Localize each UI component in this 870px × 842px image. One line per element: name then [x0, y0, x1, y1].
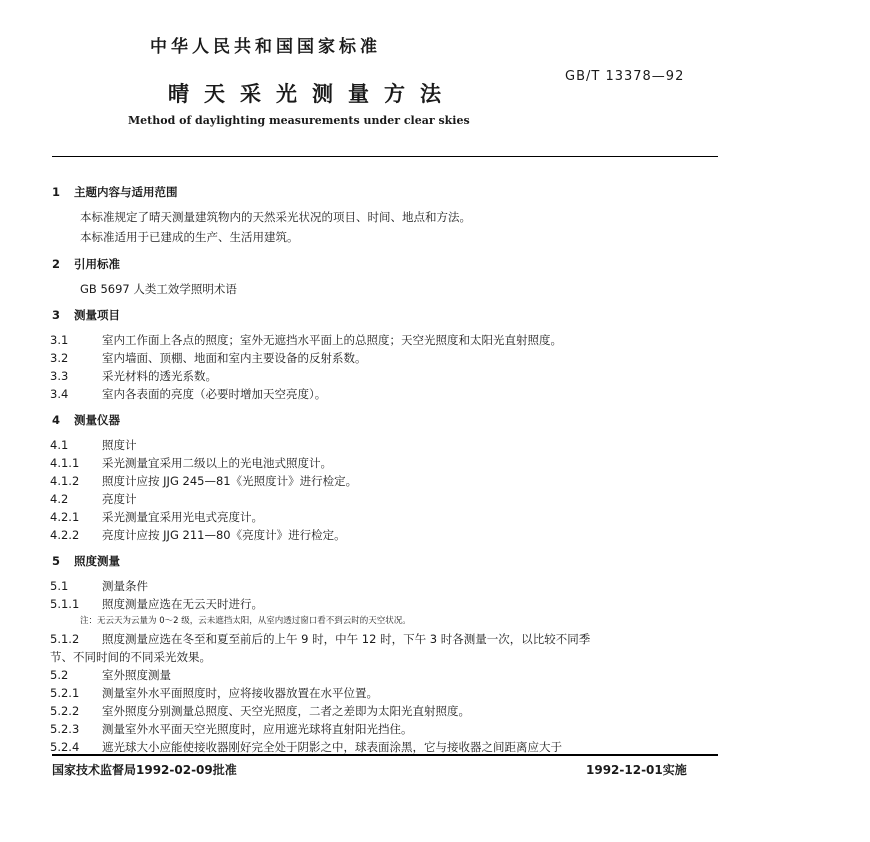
clause-item [50, 631, 590, 647]
clause-item [50, 491, 137, 507]
clause-number: 4.2.1 [50, 510, 80, 524]
clause-item [50, 721, 413, 737]
clause-number: 5.2.1 [50, 686, 80, 700]
national-standard-heading: 中华人民共和国国家标准 [150, 37, 381, 57]
section-heading-5 [52, 553, 120, 569]
clause-text: 测量条件 [102, 579, 148, 593]
clause-number: 3.1 [50, 333, 69, 347]
clause-item [50, 667, 171, 683]
clause-text: 室内墙面、顶棚、地面和室内主要设备的反射系数。 [102, 351, 367, 365]
clause-number: 5.1.1 [50, 597, 80, 611]
clause-item [50, 509, 263, 525]
clause-number: 3.4 [50, 387, 69, 401]
clause-number: 4.1.2 [50, 474, 80, 488]
clause-item [50, 473, 357, 489]
clause-text: 照度测量应选在无云天时进行。 [102, 597, 263, 611]
clause-text: 采光材料的透光系数。 [102, 369, 217, 383]
clause-text: 室内工作面上各点的照度；室外无遮挡水平面上的总照度；天空光照度和太阳光直射照度。 [102, 333, 562, 347]
english-title: Method of daylighting measurements under clear skies [128, 114, 470, 127]
section-number: 4 [52, 413, 61, 427]
clause-item [50, 578, 148, 594]
section-heading-2 [52, 256, 120, 272]
clause-text: 室内各表面的亮度（必要时增加天空亮度）。 [102, 387, 327, 401]
section-heading-3 [52, 307, 120, 323]
footer-divider [52, 754, 718, 756]
clause-number: 3.3 [50, 369, 69, 383]
clause-text: 测量室外水平面照度时，应将接收器放置在水平位置。 [102, 686, 378, 700]
section-heading-4 [52, 412, 120, 428]
clause-item [50, 368, 217, 384]
clause-number: 4.2 [50, 492, 69, 506]
note: 注：无云天为云量为 0～2 级，云未遮挡太阳，从室内透过窗口看不到云时的天空状况。 [80, 616, 411, 626]
clause-number: 5.2 [50, 668, 69, 682]
clause-number: 4.1.1 [50, 456, 80, 470]
section-title: 测量仪器 [74, 413, 120, 427]
clause-number: 4.2.2 [50, 528, 80, 542]
clause-text: 照度测量应选在冬至和夏至前后的上午 9 时，中午 12 时，下午 3 时各测量一次，以比较不同季 [102, 632, 591, 646]
clause-text: 照度计 [102, 438, 137, 452]
clause-number: 5.1 [50, 579, 69, 593]
clause-item [50, 386, 326, 402]
clause-item [50, 596, 263, 612]
clause-text: 测量室外水平面天空光照度时，应用遮光球将直射阳光挡住。 [102, 722, 413, 736]
clause-item [50, 739, 562, 755]
clause-text: 采光测量宜采用光电式亮度计。 [102, 510, 263, 524]
section-number: 3 [52, 308, 61, 322]
reference-item: GB 5697 人类工效学照明术语 [80, 282, 237, 296]
clause-text: 室外照度测量 [102, 668, 171, 682]
clause-number: 4.1 [50, 438, 69, 452]
clause-text: 遮光球大小应能使接收器刚好完全处于阴影之中，球表面涂黑，它与接收器之间距离应大于 [102, 740, 562, 754]
paragraph: 本标准规定了晴天测量建筑物内的天然采光状况的项目、时间、地点和方法。 [80, 210, 471, 224]
section-number: 2 [52, 257, 61, 271]
clause-item [50, 455, 332, 471]
section-title: 主题内容与适用范围 [74, 185, 178, 199]
clause-text: 亮度计 [102, 492, 137, 506]
section-number: 1 [52, 185, 61, 199]
clause-item [50, 527, 346, 543]
clause-number: 3.2 [50, 351, 69, 365]
paragraph: 本标准适用于已建成的生产、生活用建筑。 [80, 230, 299, 244]
section-title: 测量项目 [74, 308, 120, 322]
section-number: 5 [52, 554, 61, 568]
clause-item [50, 685, 378, 701]
clause-item [50, 703, 470, 719]
clause-text: 室外照度分别测量总照度、天空光照度，二者之差即为太阳光直射照度。 [102, 704, 470, 718]
clause-text: 采光测量宜采用二级以上的光电池式照度计。 [102, 456, 332, 470]
clause-number: 5.2.4 [50, 740, 80, 754]
clause-number: 5.1.2 [50, 632, 80, 646]
section-title: 引用标准 [74, 257, 120, 271]
standard-code: GB/T 13378—92 [565, 69, 685, 84]
clause-text: 照度计应按 JJG 245—81《光照度计》进行检定。 [102, 474, 358, 488]
clause-number: 5.2.2 [50, 704, 80, 718]
clause-item [50, 332, 562, 348]
clause-number: 5.2.3 [50, 722, 80, 736]
clause-continuation: 节、不同时间的不同采光效果。 [50, 650, 211, 664]
implementation-date: 1992-12-01实施 [586, 763, 687, 777]
section-title: 照度测量 [74, 554, 120, 568]
approval-date: 国家技术监督局1992-02-09批准 [52, 763, 237, 777]
standard-title: 晴天采光测量方法 [168, 82, 456, 106]
clause-item [50, 350, 367, 366]
header-divider [52, 156, 718, 157]
clause-text: 亮度计应按 JJG 211—80《亮度计》进行检定。 [102, 528, 346, 542]
clause-item [50, 437, 137, 453]
section-heading-1 [52, 184, 178, 200]
